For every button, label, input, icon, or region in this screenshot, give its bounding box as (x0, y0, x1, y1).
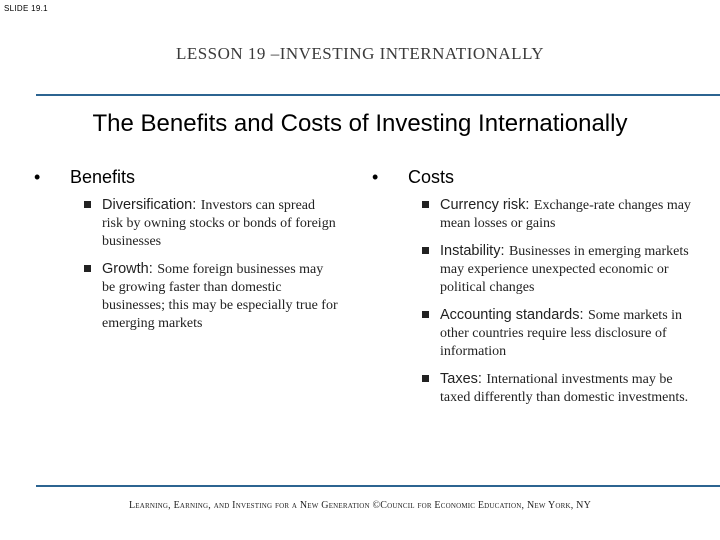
item-term: Diversification: (102, 197, 197, 213)
benefits-column (34, 167, 339, 342)
list-item (372, 370, 692, 406)
lesson-header (0, 44, 720, 64)
slide-title: The Benefits and Costs of Investing Internationally (92, 110, 628, 137)
square-bullet-icon (422, 247, 429, 254)
list-item (34, 196, 339, 250)
square-bullet-icon (84, 201, 91, 208)
list-item (34, 260, 339, 332)
square-bullet-icon (422, 375, 429, 382)
list-item (372, 242, 692, 296)
costs-heading-label: Costs (408, 167, 455, 187)
item-description: International investments may be taxed differently than domestic investments. (440, 372, 689, 405)
footer-divider (36, 485, 720, 487)
bullet-icon: • (372, 167, 379, 187)
benefits-list (34, 196, 339, 332)
header-separator: – (270, 44, 280, 63)
footer-credit: Learning, Earning, and Investing for a New Generation ©Council for Economic Education, New York, NY (128, 500, 592, 511)
item-description: Some foreign businesses may be growing faster than domestic businesses; this may be especially true for emerging markets (102, 262, 338, 331)
square-bullet-icon (422, 201, 429, 208)
item-term: Instability: (440, 243, 505, 259)
lesson-topic: INVESTING INTERNATIONALLY (279, 44, 545, 63)
item-description: Exchange-rate changes may mean losses or gains (440, 198, 691, 231)
lesson-label: LESSON 19 (175, 44, 266, 63)
item-term: Currency risk: (440, 197, 530, 213)
list-item (372, 306, 692, 360)
item-description: Businesses in emerging markets may experience unexpected economic or political changes (440, 244, 689, 295)
square-bullet-icon (422, 311, 429, 318)
benefits-heading (34, 167, 339, 188)
costs-column (372, 167, 692, 416)
square-bullet-icon (84, 265, 91, 272)
item-description: Investors can spread risk by owning stocks or bonds of foreign businesses (102, 198, 336, 249)
bullet-icon: • (34, 167, 41, 187)
slide-number: SLIDE 19.1 (4, 4, 48, 13)
item-description: Some markets in other countries require less disclosure of information (440, 308, 683, 359)
costs-list (372, 196, 692, 406)
item-term: Taxes: (440, 371, 482, 387)
benefits-heading-label: Benefits (70, 167, 136, 187)
item-term: Accounting standards: (440, 307, 584, 323)
header-divider (36, 94, 720, 96)
list-item (372, 196, 692, 232)
item-term: Growth: (102, 261, 153, 277)
costs-heading (372, 167, 692, 188)
